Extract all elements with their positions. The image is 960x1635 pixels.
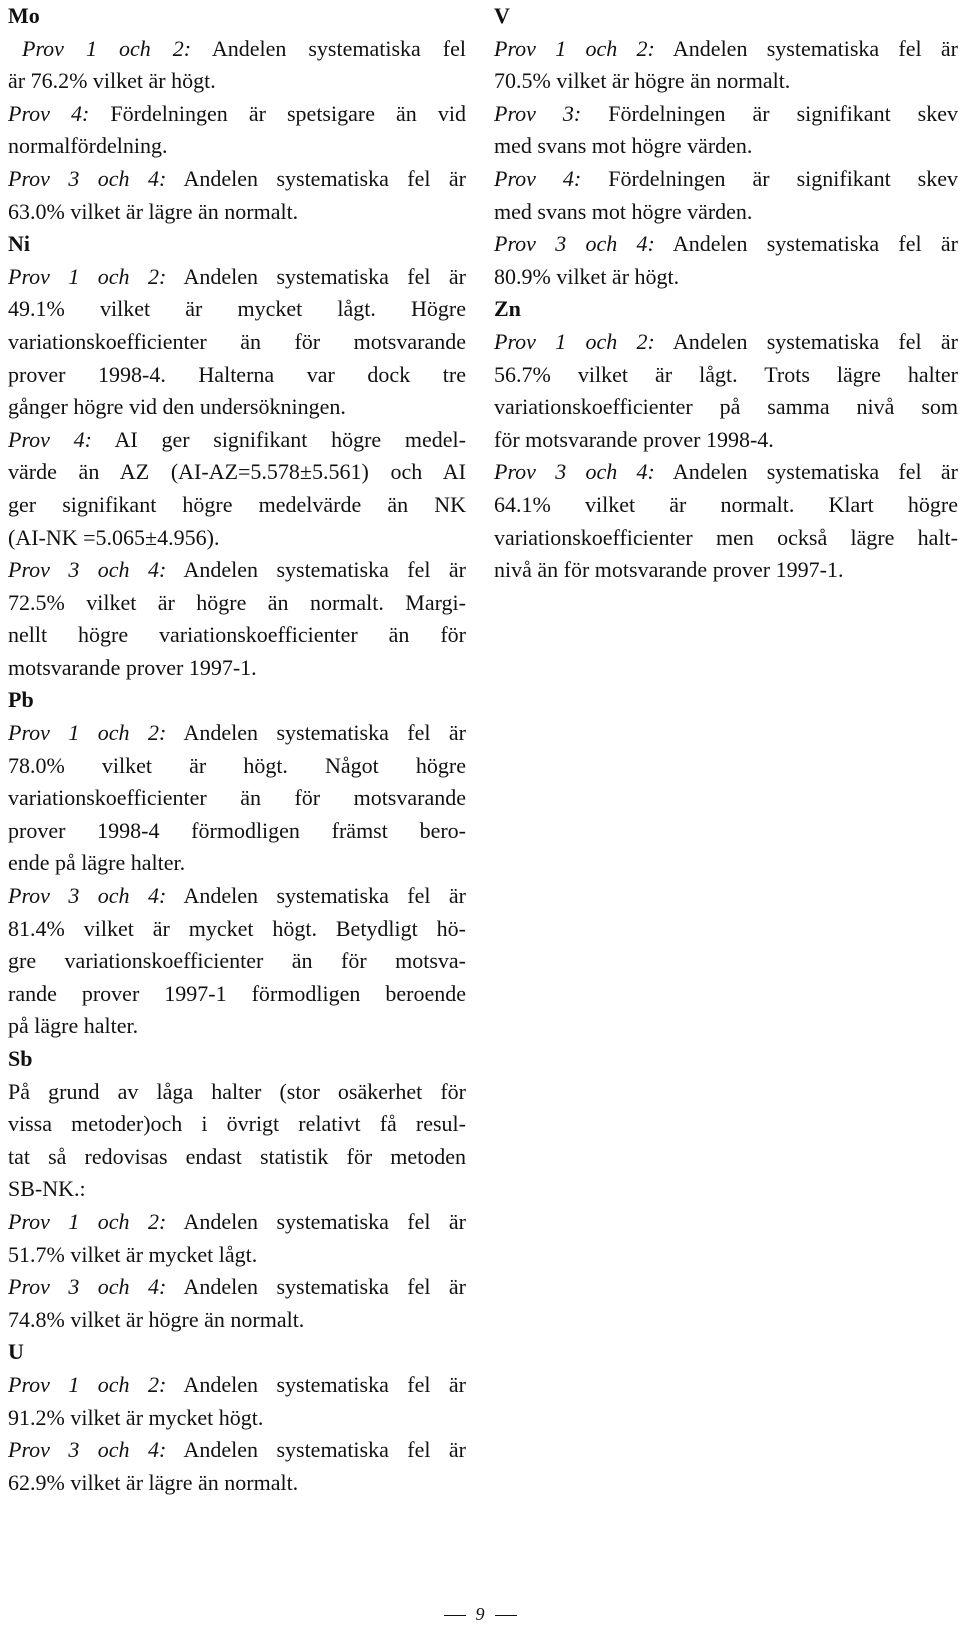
sample-label: Prov 3 och 4: — [8, 165, 167, 191]
sample-result-line — [8, 554, 466, 587]
sample-label: Prov 4: — [8, 426, 92, 452]
body-text-line: variationskoefficienter på samma nivå som — [494, 394, 958, 420]
result-text: Andelen systematiska fel är — [166, 883, 466, 909]
sample-result-line — [8, 98, 466, 131]
page-number: 9 — [475, 1604, 485, 1624]
body-text-line: 81.4% vilket är mycket högt. Betydligt hö- — [8, 915, 466, 941]
element-heading: V — [494, 3, 510, 28]
body-text-line: SB-NK.: — [8, 1176, 86, 1202]
body-text-line: ger signifikant högre medelvärde än NK — [8, 491, 466, 517]
body-text-line: variationskoefficienter än för motsvarande — [8, 785, 466, 811]
result-text: Andelen systematiska fel — [191, 35, 466, 61]
sample-label: Prov 1 och 2: — [8, 263, 167, 289]
sample-result-line — [8, 1206, 466, 1239]
result-text: Andelen systematiska fel är — [166, 1437, 466, 1463]
body-text-line: gånger högre vid den undersökningen. — [8, 394, 346, 420]
element-heading: Zn — [494, 296, 521, 322]
sample-result-line — [8, 717, 466, 750]
body-text-line: nellt högre variationskoefficienter än för — [8, 622, 466, 648]
sample-result-line — [8, 424, 466, 457]
body-text-line: med svans mot högre värden. — [494, 198, 753, 224]
body-text-line: På grund av låga halter (stor osäkerhet för — [8, 1078, 466, 1104]
sample-label: Prov 4: — [8, 100, 90, 126]
element-heading: U — [8, 1339, 24, 1365]
sample-result-line — [494, 163, 958, 196]
sample-result-line — [8, 1271, 466, 1304]
sample-label: Prov 3 och 4: — [494, 459, 655, 485]
sample-label: Prov 1 och 2: — [494, 35, 655, 61]
footer-dash-right — [495, 1615, 517, 1616]
sample-result-line — [8, 1434, 466, 1467]
right-column — [494, 0, 958, 587]
body-text-line: 51.7% vilket är mycket lågt. — [8, 1241, 258, 1267]
result-text: Andelen systematiska fel är — [166, 557, 466, 583]
result-text: Andelen systematiska fel är — [654, 328, 958, 354]
body-text-line: med svans mot högre värden. — [494, 133, 753, 159]
sample-result-line — [494, 456, 958, 489]
body-text-line: prover 1998-4 förmodligen främst bero- — [8, 817, 466, 843]
left-column — [8, 0, 466, 1499]
body-text-line: 70.5% vilket är högre än normalt. — [494, 68, 791, 94]
body-text-line: 63.0% vilket är lägre än normalt. — [8, 198, 299, 224]
sample-label: Prov 3 och 4: — [8, 557, 167, 583]
body-text-line: normalfördelning. — [8, 133, 168, 159]
result-text: Andelen systematiska fel är — [166, 263, 466, 289]
body-text-line: variationskoefficienter än för motsvarande — [8, 328, 466, 354]
body-text-line: 64.1% vilket är normalt. Klart högre — [494, 491, 958, 517]
sample-result-line — [8, 163, 466, 196]
element-heading: Pb — [8, 687, 34, 713]
element-heading: Ni — [8, 231, 30, 257]
sample-label: Prov 3 och 4: — [8, 1437, 167, 1463]
body-text-line: tat så redovisas endast statistik för metoden — [8, 1143, 466, 1169]
sample-result-line — [8, 880, 466, 913]
body-text-line: variationskoefficienter men också lägre halt- — [494, 524, 958, 550]
body-text-line: nivå än för motsvarande prover 1997-1. — [494, 557, 844, 583]
body-text-line: motsvarande prover 1997-1. — [8, 654, 257, 680]
body-text-line: 80.9% vilket är högt. — [494, 263, 680, 289]
sample-result-line — [494, 326, 958, 359]
body-text-line: gre variationskoefficienter än för motsva- — [8, 948, 466, 974]
result-text: Andelen systematiska fel är — [166, 1274, 466, 1300]
body-text-line: på lägre halter. — [8, 1013, 139, 1039]
result-text: Andelen systematiska fel är — [166, 1371, 466, 1397]
body-text-line: 49.1% vilket är mycket lågt. Högre — [8, 296, 466, 322]
body-text-line: 74.8% vilket är högre än normalt. — [8, 1306, 305, 1332]
body-text-line: värde än AZ (AI-AZ=5.578±5.561) och AI — [8, 459, 466, 485]
sample-label: Prov 1 och 2: — [494, 328, 655, 354]
body-text-line: 62.9% vilket är lägre än normalt. — [8, 1469, 299, 1495]
body-text-line: 56.7% vilket är lågt. Trots lägre halter — [494, 361, 958, 387]
body-text-line: rande prover 1997-1 förmodligen beroende — [8, 980, 466, 1006]
result-text: Fördelningen är signifikant skev — [581, 165, 958, 191]
body-text-line: 72.5% vilket är högre än normalt. Margi- — [8, 589, 466, 615]
sample-label: Prov 1 och 2: — [8, 1371, 167, 1397]
page-footer — [0, 1602, 960, 1626]
sample-result-line — [8, 261, 466, 294]
sample-label: Prov 4: — [494, 165, 582, 191]
body-text-line: prover 1998-4. Halterna var dock tre — [8, 361, 466, 387]
sample-label: Prov 3 och 4: — [494, 231, 655, 257]
body-text-line: vissa metoder)och i övrigt relativt få resul- — [8, 1111, 466, 1137]
sample-label: Prov 1 och 2: — [8, 1208, 167, 1234]
footer-dash-left — [444, 1615, 466, 1616]
body-text-line: 78.0% vilket är högt. Något högre — [8, 752, 466, 778]
result-text: Andelen systematiska fel är — [654, 459, 958, 485]
result-text: Fördelningen är spetsigare än vid — [89, 100, 466, 126]
sample-result-line — [494, 228, 958, 261]
sample-label: Prov 3 och 4: — [8, 883, 167, 909]
sample-label: Prov 1 och 2: — [8, 720, 167, 746]
sample-result-line — [494, 33, 958, 66]
body-text-line: för motsvarande prover 1998-4. — [494, 426, 774, 452]
element-heading: Sb — [8, 1046, 33, 1071]
result-text: Andelen systematiska fel är — [166, 720, 466, 746]
result-text: Andelen systematiska fel är — [654, 231, 958, 257]
sample-label: Prov 3: — [494, 100, 582, 126]
sample-result-line — [494, 98, 958, 131]
result-text: AI ger signifikant högre medel- — [92, 426, 466, 452]
sample-result-line — [8, 1369, 466, 1402]
result-text: Fördelningen är signifikant skev — [581, 100, 958, 126]
result-text: Andelen systematiska fel är — [166, 1208, 466, 1234]
result-text: Andelen systematiska fel är — [166, 165, 466, 191]
sample-result-line — [8, 33, 466, 66]
body-text-line: ende på lägre halter. — [8, 850, 186, 876]
sample-label: Prov 1 och 2: — [22, 35, 192, 61]
body-text-line: är 76.2% vilket är högt. — [8, 68, 216, 94]
result-text: Andelen systematiska fel är — [654, 35, 958, 61]
body-text-line: (AI-NK =5.065±4.956). — [8, 524, 220, 550]
element-heading: Mo — [8, 3, 40, 28]
sample-label: Prov 3 och 4: — [8, 1274, 167, 1300]
body-text-line: 91.2% vilket är mycket högt. — [8, 1404, 264, 1430]
